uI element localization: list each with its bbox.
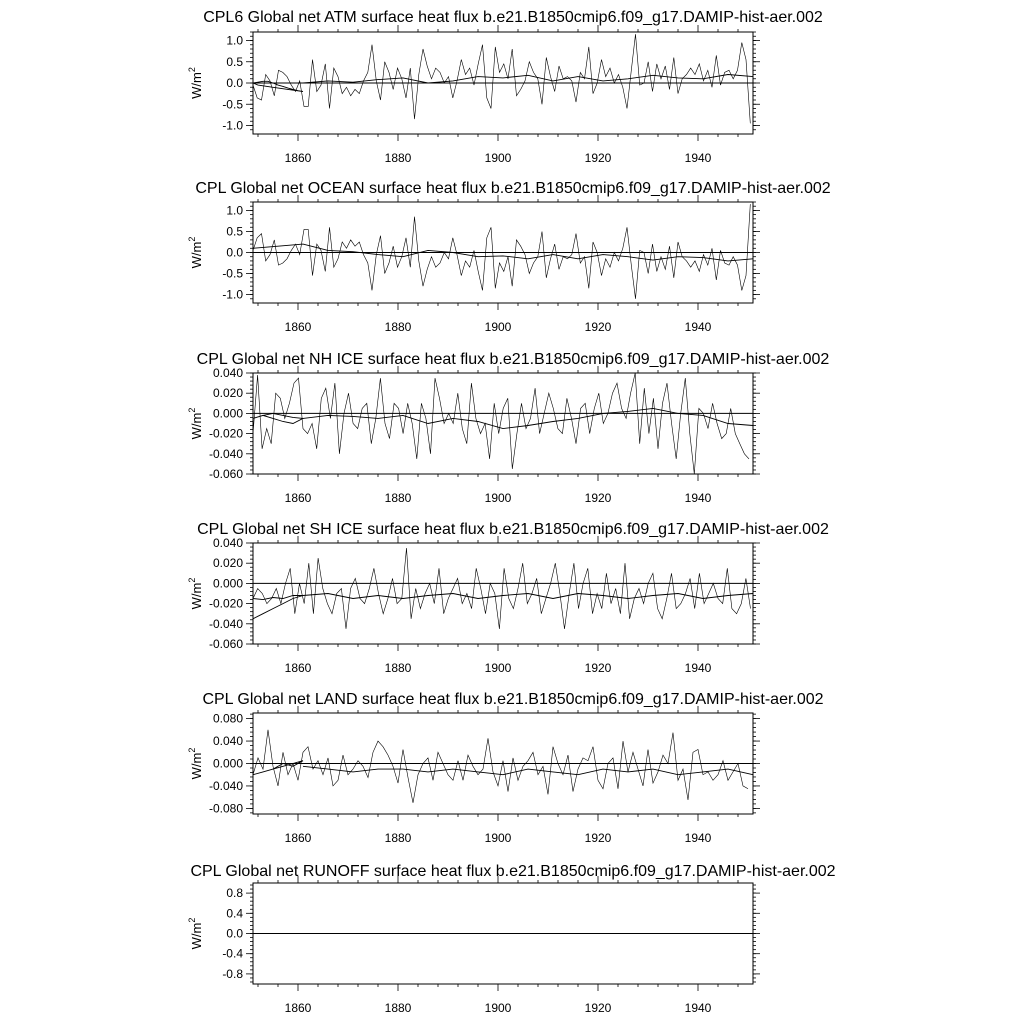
y-tick-label: -0.060 — [208, 467, 243, 481]
y-tick-label: 0.8 — [226, 886, 243, 901]
series-annual — [253, 548, 751, 629]
y-tick-label: 0.040 — [212, 366, 243, 380]
x-tick-label: 1900 — [484, 831, 512, 845]
x-tick-label: 1900 — [484, 320, 512, 334]
x-tick-label: 1940 — [684, 491, 712, 505]
y-axis-label-text: W/m — [189, 582, 204, 610]
y-axis-label-superscript: 2 — [187, 67, 197, 73]
y-axis-label-superscript: 2 — [187, 747, 197, 753]
y-axis-label-text: W/m — [189, 72, 204, 99]
x-tick-label: 1860 — [284, 661, 312, 675]
y-axis-label — [187, 67, 204, 99]
chart-title: CPL Global net SH ICE surface heat flux b.e21.B1850cmip6.f09_g17.DAMIP-hist-aer.002 — [197, 521, 829, 538]
x-tick-label: 1900 — [484, 491, 512, 505]
x-tick-label: 1880 — [384, 661, 412, 675]
x-tick-label: 1900 — [484, 661, 512, 675]
y-tick-label: 0.0 — [226, 76, 243, 90]
series-smoothed — [303, 766, 753, 774]
x-tick-label: 1900 — [484, 1001, 512, 1015]
y-tick-label: -0.040 — [208, 778, 243, 793]
x-tick-label: 1920 — [584, 831, 612, 845]
y-tick-label: 0.000 — [212, 406, 243, 421]
y-tick-label: -0.020 — [208, 596, 243, 611]
y-axis-label — [187, 237, 204, 269]
x-tick-label: 1880 — [384, 831, 412, 845]
y-tick-label: -0.040 — [208, 616, 243, 631]
x-tick-label: 1920 — [584, 661, 612, 675]
series-annual — [253, 34, 750, 123]
y-tick-label: 0.000 — [212, 576, 243, 591]
y-tick-label: -0.040 — [208, 446, 243, 461]
x-tick-label: 1920 — [584, 491, 612, 505]
series-smoothed — [303, 408, 753, 428]
x-tick-label: 1920 — [584, 320, 612, 334]
x-tick-label: 1860 — [284, 1001, 312, 1015]
y-tick-label: -0.080 — [208, 801, 243, 816]
plot-frame — [253, 373, 753, 474]
y-tick-label: 0.0 — [226, 245, 243, 260]
y-axis-label-superscript: 2 — [187, 917, 197, 923]
x-tick-label: 1860 — [284, 491, 312, 505]
x-tick-label: 1880 — [384, 491, 412, 505]
x-tick-label: 1940 — [684, 320, 712, 334]
x-tick-label: 1920 — [584, 151, 612, 165]
y-tick-label: 0.4 — [226, 906, 243, 921]
y-tick-label: 0.020 — [212, 386, 243, 401]
chart-title: CPL Global net NH ICE surface heat flux b.e21.B1850cmip6.f09_g17.DAMIP-hist-aer.002 — [196, 351, 830, 368]
y-tick-label: -0.5 — [222, 266, 243, 281]
y-axis-label — [187, 918, 204, 950]
y-axis-label-text: W/m — [189, 752, 204, 780]
y-tick-label: -0.020 — [208, 426, 243, 441]
y-tick-label: 1.0 — [226, 33, 243, 48]
x-tick-label: 1860 — [284, 320, 312, 334]
x-tick-label: 1940 — [684, 831, 712, 845]
y-axis-label — [187, 748, 204, 780]
y-tick-label: 1.0 — [226, 203, 243, 218]
x-tick-label: 1940 — [684, 151, 712, 165]
x-tick-label: 1940 — [684, 661, 712, 675]
y-axis-label-superscript: 2 — [187, 236, 197, 242]
chart-title: CPL Global net OCEAN surface heat flux b.e21.B1850cmip6.f09_g17.DAMIP-hist-aer.002 — [195, 180, 831, 197]
x-tick-label: 1880 — [384, 320, 412, 334]
y-axis-label — [187, 578, 204, 610]
y-axis-label-superscript: 2 — [187, 577, 197, 583]
y-tick-label: -0.5 — [222, 97, 243, 112]
y-tick-label: 0.0 — [226, 926, 243, 941]
y-tick-label: 0.000 — [212, 756, 243, 771]
x-tick-label: 1940 — [684, 1001, 712, 1015]
chart-title: CPL Global net LAND surface heat flux b.e21.B1850cmip6.f09_g17.DAMIP-hist-aer.002 — [202, 691, 824, 708]
series-annual — [253, 730, 748, 803]
y-tick-label: -0.4 — [222, 946, 243, 961]
x-tick-label: 1860 — [284, 831, 312, 845]
chart-title: CPL Global net RUNOFF surface heat flux b.e21.B1850cmip6.f09_g17.DAMIP-hist-aer.002 — [190, 863, 836, 880]
chart-panel — [187, 521, 829, 675]
y-tick-label: -1.0 — [222, 118, 243, 133]
chart-panel — [187, 180, 831, 334]
y-tick-label: -1.0 — [222, 287, 243, 302]
y-tick-label: 0.080 — [212, 711, 243, 726]
chart-panel — [187, 863, 836, 1015]
y-tick-label: -0.060 — [208, 637, 243, 651]
x-tick-label: 1880 — [384, 151, 412, 165]
series-annual — [253, 373, 749, 474]
y-tick-label: 0.5 — [226, 54, 243, 69]
y-axis-label-text: W/m — [189, 241, 204, 269]
chart-title: CPL6 Global net ATM surface heat flux b.e21.B1850cmip6.f09_g17.DAMIP-hist-aer.002 — [203, 9, 823, 26]
series-annual — [253, 204, 750, 299]
chart-panel — [187, 691, 824, 845]
y-axis-label — [187, 408, 204, 440]
y-tick-label: -0.8 — [222, 966, 243, 981]
x-tick-label: 1920 — [584, 1001, 612, 1015]
y-tick-label: 0.5 — [226, 224, 243, 239]
x-tick-label: 1900 — [484, 151, 512, 165]
series-smoothed — [253, 596, 303, 619]
x-tick-label: 1860 — [284, 151, 312, 165]
x-tick-label: 1880 — [384, 1001, 412, 1015]
chart-panel — [187, 9, 823, 165]
y-axis-label-text: W/m — [189, 922, 204, 950]
y-tick-label: 0.040 — [212, 734, 243, 749]
y-axis-label-superscript: 2 — [187, 407, 197, 413]
y-axis-label-text: W/m — [189, 412, 204, 440]
y-tick-label: 0.040 — [212, 536, 243, 550]
series-smoothed — [303, 594, 753, 599]
chart-panel — [187, 351, 829, 505]
y-tick-label: 0.020 — [212, 556, 243, 571]
